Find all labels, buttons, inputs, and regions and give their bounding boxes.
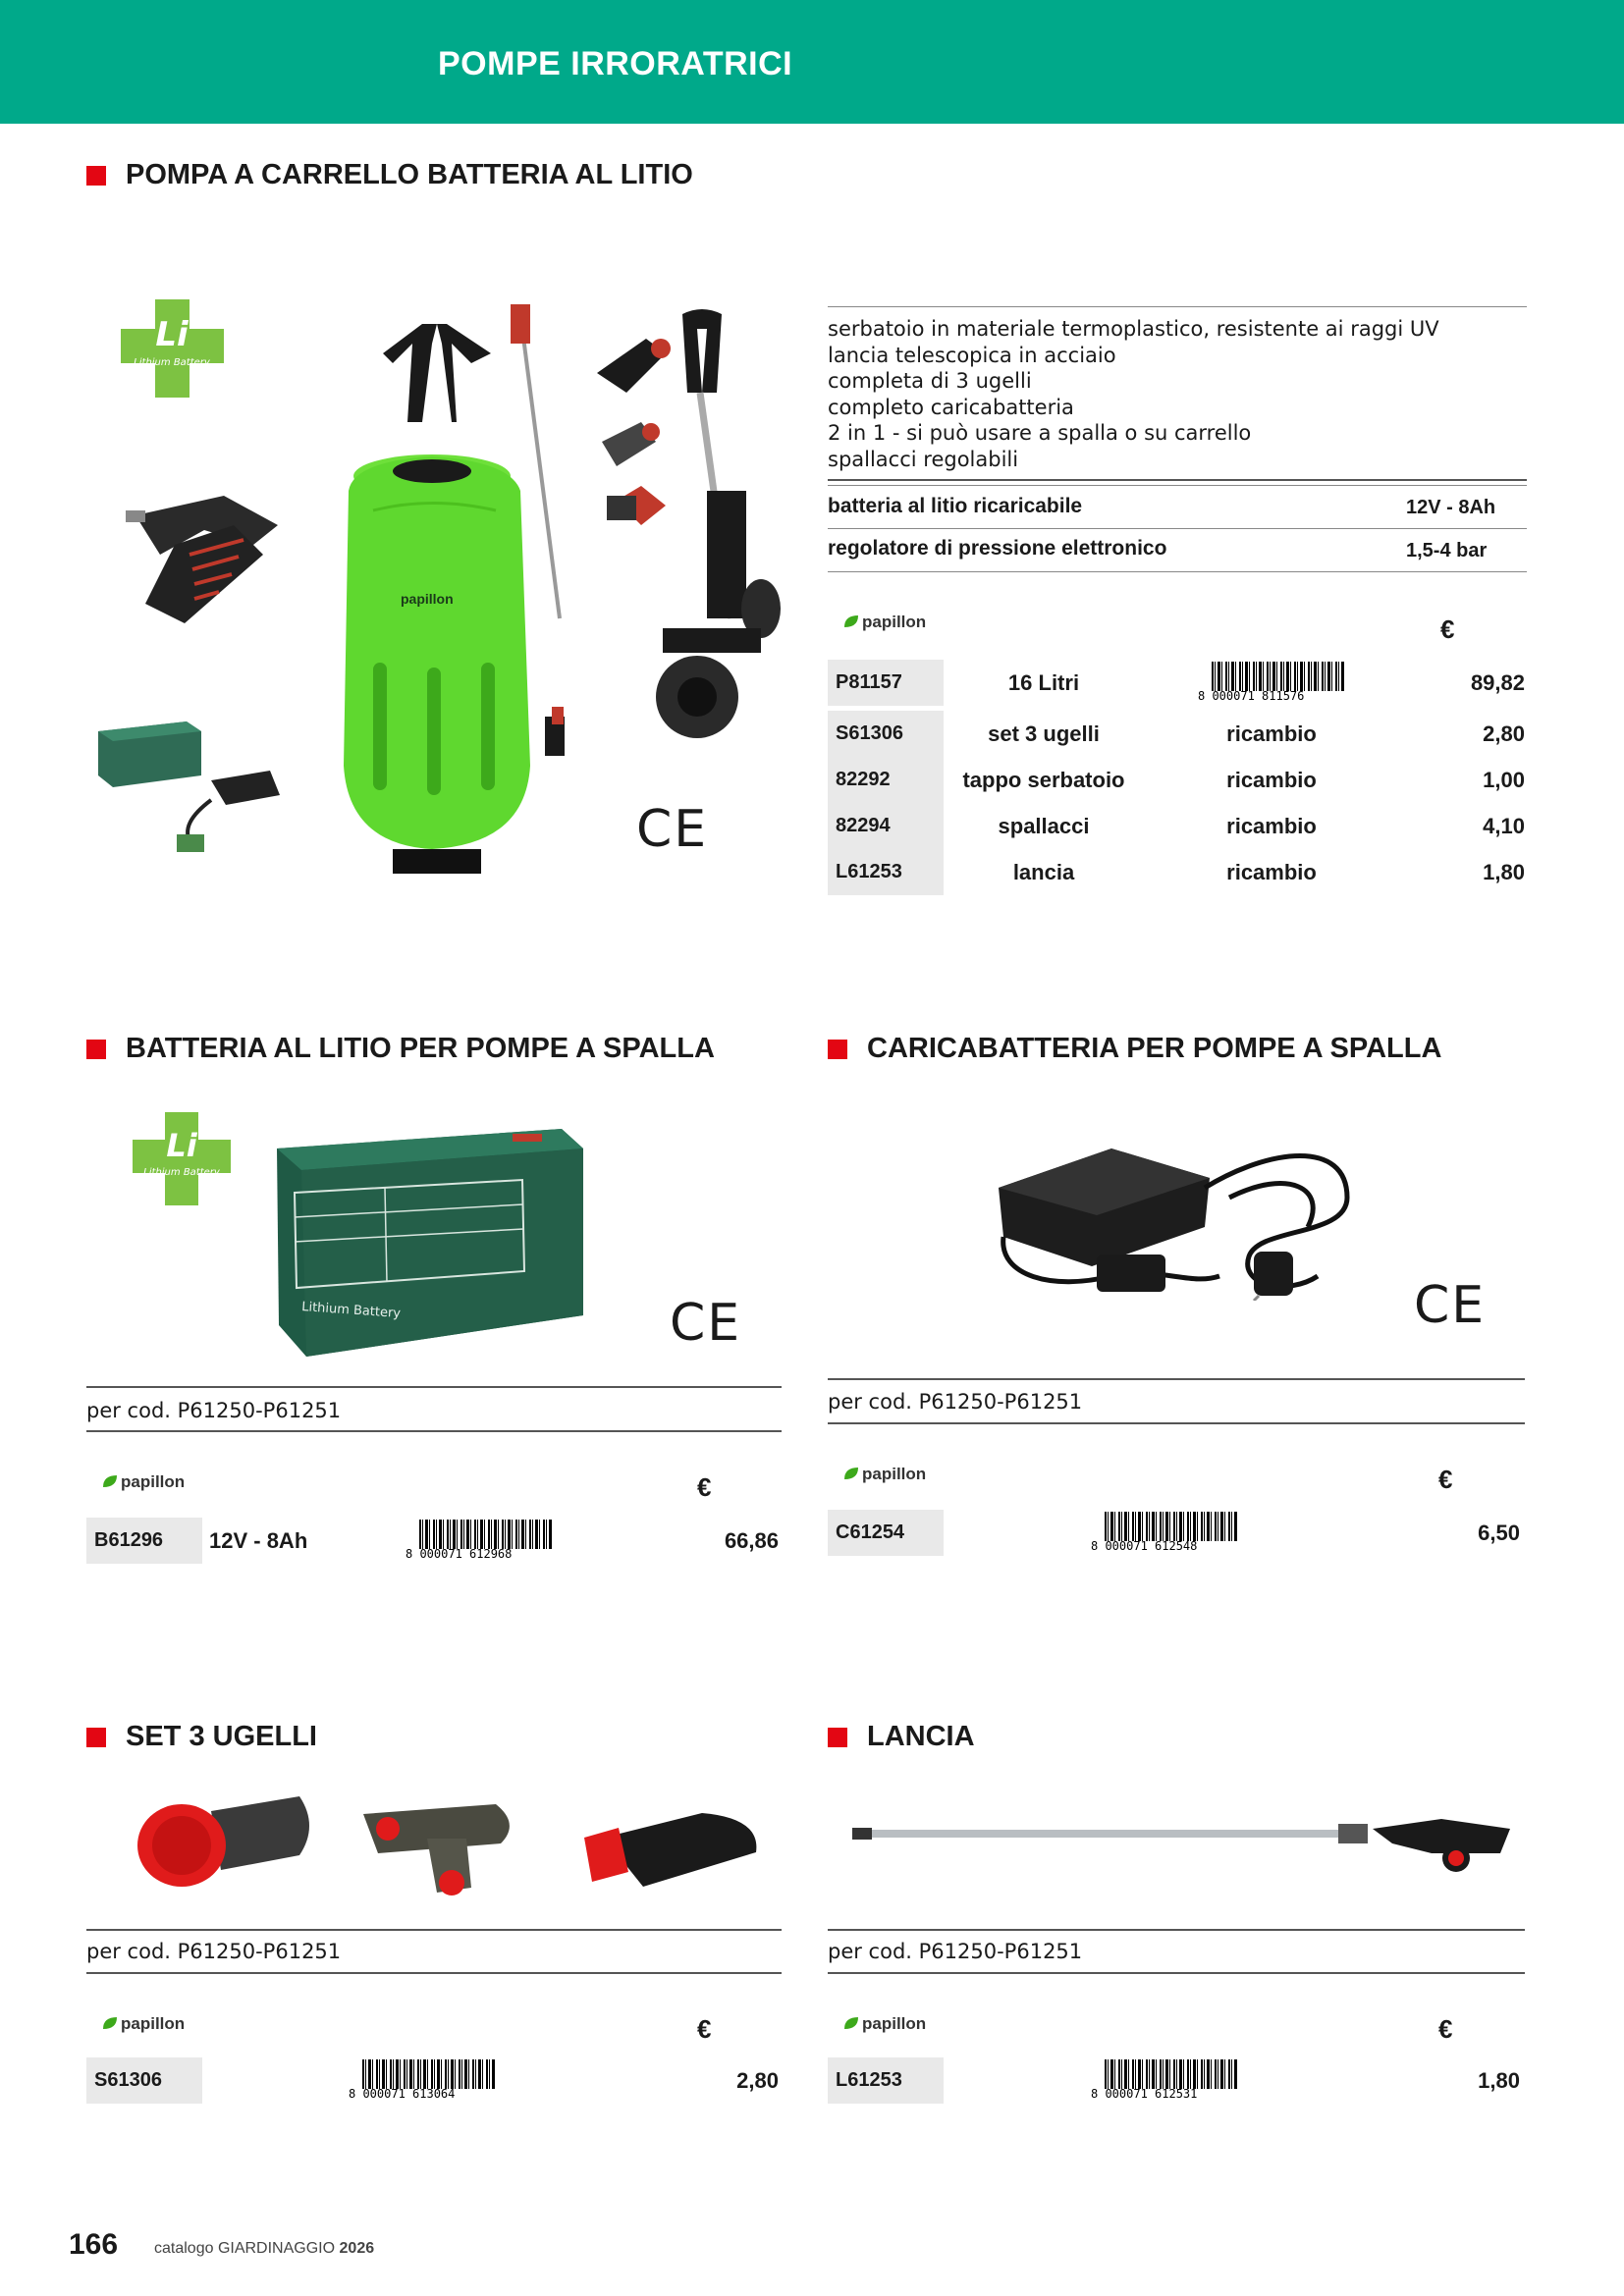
- product-type: ricambio: [1226, 860, 1317, 884]
- section-title-text: SET 3 UGELLI: [126, 1721, 317, 1752]
- leaf-icon: [101, 1473, 119, 1491]
- header-bar: [0, 0, 1624, 124]
- badge-text: Li: [155, 315, 189, 354]
- table-row: [828, 2057, 1525, 2104]
- currency-symbol: €: [1438, 1465, 1453, 1494]
- charger-small-image: [172, 761, 285, 854]
- divider: [828, 479, 1527, 481]
- product-price: 1,80: [1483, 860, 1525, 884]
- battery-label: Lithium Battery: [300, 1300, 402, 1322]
- table-row: [828, 849, 1527, 895]
- product-price: 1,80: [1478, 2068, 1520, 2093]
- tank-brand-label: papillon: [401, 591, 454, 607]
- section-title-text: BATTERIA AL LITIO PER POMPE A SPALLA: [126, 1033, 715, 1064]
- product-code: 82294: [828, 803, 944, 849]
- feature-item: completa di 3 ugelli: [828, 369, 1032, 393]
- product-desc: lancia: [1012, 860, 1075, 884]
- product-desc: set 3 ugelli: [988, 721, 1100, 746]
- badge-subtext: Lithium Battery: [134, 357, 210, 368]
- section-title-lance: [828, 1721, 975, 1753]
- brand-logo: [101, 2014, 185, 2034]
- product-desc: 12V - 8Ah: [209, 1528, 308, 1553]
- currency-symbol: €: [1438, 2014, 1453, 2044]
- table-row: [828, 660, 1527, 706]
- product-code: P81157: [828, 660, 944, 706]
- barcode-bars: [1212, 662, 1345, 691]
- lithium-battery-image: [267, 1099, 586, 1360]
- double-nozzle-image: [358, 1794, 520, 1897]
- divider: [828, 485, 1527, 486]
- brand-logo: [842, 1465, 926, 1484]
- barcode: [1198, 662, 1345, 703]
- product-price: 89,82: [1470, 670, 1525, 695]
- product-price: 2,80: [1483, 721, 1525, 746]
- page-category-title: POMPE IRRORATRICI: [438, 45, 793, 82]
- section-title-text: CARICABATTERIA PER POMPE A SPALLA: [867, 1033, 1442, 1064]
- table-row: [828, 803, 1527, 849]
- currency-symbol: €: [697, 1472, 712, 1502]
- barcode: [1091, 2059, 1238, 2101]
- telescopic-lance-image: [842, 1804, 1520, 1883]
- product-code: L61253: [828, 2057, 944, 2104]
- barcode-digits: 8 000071 612548: [1091, 1539, 1198, 1553]
- brand-name: papillon: [862, 2014, 927, 2033]
- product-code: S61306: [86, 2057, 202, 2104]
- divider: [828, 1929, 1525, 1931]
- barcode-digits: 8 000071 613064: [349, 2087, 456, 2101]
- product-price: 66,86: [724, 1528, 779, 1553]
- divider: [86, 1929, 782, 1931]
- brand-name: papillon: [862, 1465, 927, 1483]
- brand-logo: [842, 613, 926, 632]
- table-row: [828, 1510, 1525, 1556]
- spec-label: batteria al litio ricaricabile: [828, 495, 1083, 517]
- product-type: ricambio: [1226, 721, 1317, 746]
- divider: [828, 1422, 1525, 1424]
- brand-name: papillon: [121, 1472, 186, 1491]
- brand-logo: [101, 1472, 185, 1492]
- brand-name: papillon: [862, 613, 927, 631]
- brand-name: papillon: [121, 2014, 186, 2033]
- per-cod-text: per cod. P61250-P61251: [828, 1940, 1083, 1963]
- section-title-text: LANCIA: [867, 1721, 975, 1752]
- spec-value: 1,5-4 bar: [1406, 540, 1488, 561]
- divider: [86, 1386, 782, 1388]
- divider: [828, 571, 1527, 572]
- red-square-bullet: [86, 1040, 106, 1059]
- currency-symbol: €: [1440, 614, 1455, 644]
- product-code: C61254: [828, 1510, 944, 1556]
- barcode-bars: [419, 1520, 553, 1549]
- sprayer-tank-image: [334, 294, 569, 883]
- divider: [828, 306, 1527, 307]
- product-desc: 16 Litri: [1007, 670, 1080, 695]
- feature-item: lancia telescopica in acciaio: [828, 343, 1116, 367]
- product-code: S61306: [828, 711, 944, 757]
- leaf-icon: [842, 614, 860, 631]
- product-price: 2,80: [736, 2068, 779, 2093]
- brand-logo: [842, 2014, 926, 2034]
- per-cod-text: per cod. P61250-P61251: [828, 1390, 1083, 1414]
- barcode-bars: [1105, 1512, 1238, 1541]
- catalog-name: catalogo GIARDINAGGIO: [154, 2240, 336, 2257]
- product-code: 82292: [828, 757, 944, 803]
- section-title-nozzles: [86, 1721, 317, 1753]
- red-square-bullet: [86, 166, 106, 186]
- badge-text: Li: [166, 1127, 197, 1164]
- spec-label: regolatore di pressione elettronico: [828, 537, 1167, 560]
- table-row: [86, 2057, 782, 2104]
- barcode: [349, 2059, 496, 2101]
- divider: [828, 1972, 1525, 1974]
- features-list: [828, 316, 1439, 472]
- red-square-bullet: [86, 1728, 106, 1747]
- product-type: ricambio: [1226, 768, 1317, 792]
- catalog-year: 2026: [339, 2240, 375, 2257]
- ce-mark-charger: CE: [1414, 1276, 1487, 1335]
- product-code: B61296: [86, 1518, 202, 1564]
- per-cod-text: per cod. P61250-P61251: [86, 1940, 342, 1963]
- feature-item: 2 in 1 - si può usare a spalla o su carrello: [828, 421, 1252, 445]
- red-square-bullet: [828, 1040, 847, 1059]
- red-nozzle-image: [133, 1787, 319, 1904]
- page-number: 166: [69, 2228, 119, 2261]
- product-price: 6,50: [1478, 1521, 1520, 1545]
- table-row: [86, 1518, 782, 1564]
- leaf-icon: [842, 1466, 860, 1483]
- barcode-bars: [362, 2059, 496, 2089]
- table-row: [828, 757, 1527, 803]
- divider: [828, 1378, 1525, 1380]
- feature-item: serbatoio in materiale termoplastico, resistente ai raggi UV: [828, 317, 1439, 341]
- feature-item: completo caricabatteria: [828, 395, 1074, 419]
- battery-charger-image: [994, 1129, 1362, 1301]
- divider: [828, 528, 1527, 529]
- product-desc: spallacci: [998, 814, 1090, 838]
- lithium-badge-icon: [128, 1107, 236, 1210]
- lithium-badge-icon: [116, 294, 229, 402]
- product-desc: tappo serbatoio: [962, 768, 1125, 792]
- table-row: [828, 711, 1527, 757]
- leaf-icon: [842, 2015, 860, 2033]
- badge-subtext: Lithium Battery: [143, 1167, 220, 1178]
- barcode-digits: 8 000071 612531: [1091, 2087, 1198, 2101]
- leaf-icon: [101, 2015, 119, 2033]
- angled-nozzle-image: [574, 1798, 761, 1896]
- ce-mark-main: CE: [636, 800, 709, 859]
- red-square-bullet: [828, 1728, 847, 1747]
- barcode-bars: [1105, 2059, 1238, 2089]
- barcode: [406, 1520, 553, 1561]
- section-title-battery: [86, 1033, 715, 1065]
- product-code: L61253: [828, 849, 944, 895]
- per-cod-text: per cod. P61250-P61251: [86, 1399, 342, 1422]
- barcode: [1091, 1512, 1238, 1553]
- divider: [86, 1430, 782, 1432]
- shoulder-straps-image: [116, 486, 288, 633]
- trolley-cart-image: [643, 304, 785, 746]
- feature-item: spallacci regolabili: [828, 447, 1019, 471]
- spec-value: 12V - 8Ah: [1406, 497, 1496, 518]
- section-title-charger: [828, 1033, 1441, 1065]
- product-price: 4,10: [1483, 814, 1525, 838]
- currency-symbol: €: [697, 2014, 712, 2044]
- barcode-digits: 8 000071 612968: [406, 1547, 513, 1561]
- product-price: 1,00: [1483, 768, 1525, 792]
- product-type: ricambio: [1226, 814, 1317, 838]
- barcode-digits: 8 000071 811576: [1198, 689, 1305, 703]
- section-title-main: [86, 159, 693, 191]
- ce-mark-battery: CE: [670, 1294, 742, 1353]
- catalog-footer: [154, 2240, 374, 2258]
- section-title-text: POMPA A CARRELLO BATTERIA AL LITIO: [126, 159, 693, 190]
- divider: [86, 1972, 782, 1974]
